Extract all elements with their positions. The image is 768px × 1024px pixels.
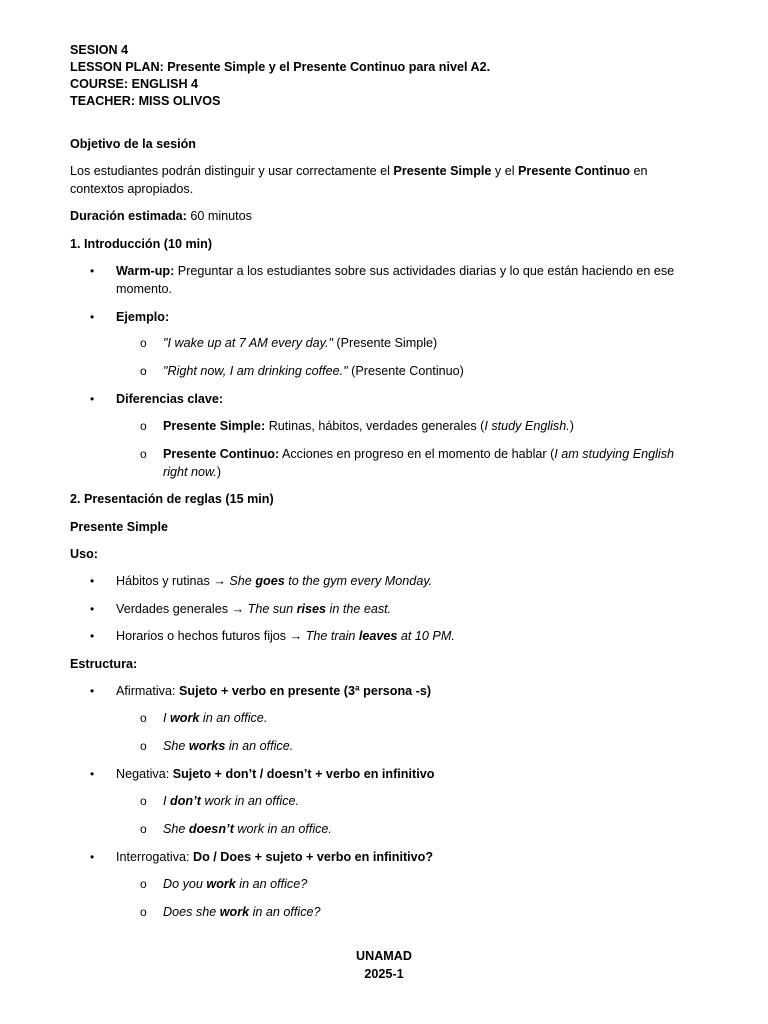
estructura-label: Estructura: — [70, 657, 138, 671]
footer-term: 2025-1 — [364, 967, 404, 981]
use-text: Hábitos y rutinas → — [116, 574, 230, 588]
objective-text — [70, 162, 670, 198]
document-page — [70, 42, 690, 919]
structure-label: Negativa: — [116, 767, 173, 781]
list-item-warmup — [70, 262, 696, 298]
use-example: in the east. — [326, 602, 392, 616]
bullet-marker: • — [90, 767, 95, 781]
structure-example: Do you — [163, 877, 207, 891]
structure-rule: Do / Does + sujeto + verbo en infinitivo? — [193, 850, 434, 864]
example-note: (Presente Simple) — [332, 336, 438, 350]
circle-marker: o — [140, 419, 147, 433]
use-text: Horarios o hechos futuros fijos → — [116, 629, 306, 643]
use-example: The train — [305, 629, 359, 643]
difference-example: I am studying English right now. — [163, 447, 674, 479]
circle-marker: o — [140, 822, 147, 836]
session-title: SESION 4 — [70, 43, 129, 57]
bullet-marker: • — [90, 602, 95, 616]
structure-example: Does she — [163, 905, 220, 919]
structure-verb: works — [188, 739, 226, 753]
example-label: Ejemplo: — [116, 310, 170, 324]
difference-text: ) — [569, 419, 574, 433]
sub-item-example-1 — [70, 334, 437, 352]
structure-label: Afirmativa: — [116, 684, 179, 698]
list-item-negative — [70, 765, 434, 783]
structure-label: Interrogativa: — [116, 850, 194, 864]
rules-heading: 2. Presentación de reglas (15 min) — [70, 492, 274, 506]
list-item-interrogative — [70, 848, 433, 866]
course-title: COURSE: ENGLISH 4 — [70, 77, 199, 91]
use-verb: rises — [296, 602, 327, 616]
bullet-marker: • — [90, 392, 95, 406]
document-header — [70, 42, 690, 110]
structure-example: She — [163, 739, 189, 753]
list-item-differences — [70, 390, 223, 408]
difference-term: Presente Simple: — [163, 419, 266, 433]
objective-text-part: en contextos apropiados. — [70, 164, 648, 196]
objective-text-part: y el — [491, 164, 519, 178]
bullet-marker: • — [90, 684, 95, 698]
duration-label: Duración estimada: — [70, 209, 187, 223]
difference-text: ) — [216, 465, 222, 479]
circle-marker: o — [140, 877, 147, 891]
list-item-affirmative — [70, 682, 431, 700]
structure-example: work in an office. — [233, 822, 332, 836]
teacher-title: TEACHER: MISS OLIVOS — [70, 94, 221, 108]
difference-term: Presente Continuo: — [163, 447, 280, 461]
sub-item-affirmative-1 — [70, 709, 267, 727]
warmup-label: Warm-up: — [116, 264, 175, 278]
circle-marker: o — [140, 739, 147, 753]
structure-verb: work — [206, 877, 236, 891]
use-example: to the gym every Monday. — [284, 574, 433, 588]
structure-example: in an office? — [235, 877, 308, 891]
use-example: at 10 PM. — [397, 629, 455, 643]
page-footer — [0, 947, 768, 983]
structure-example: in an office? — [249, 905, 321, 919]
circle-marker: o — [140, 794, 147, 808]
structure-rule: Sujeto + don’t / doesn’t + verbo en infinitivo — [172, 767, 435, 781]
bullet-marker: • — [90, 310, 95, 324]
structure-example: I — [163, 711, 170, 725]
circle-marker: o — [140, 364, 147, 378]
objective-heading: Objetivo de la sesión — [70, 137, 196, 151]
footer-institution: UNAMAD — [356, 949, 412, 963]
use-example: She — [229, 574, 256, 588]
structure-verb: don’t — [170, 794, 201, 808]
difference-text: Rutinas, hábitos, verdades generales ( — [265, 419, 485, 433]
example-note: (Presente Continuo) — [347, 364, 464, 378]
circle-marker: o — [140, 447, 147, 461]
difference-text: Acciones en progreso en el momento de hablar ( — [279, 447, 555, 461]
bullet-marker: • — [90, 574, 95, 588]
example-sentence: "Right now, I am drinking coffee." — [163, 364, 348, 378]
sub-item-negative-2 — [70, 820, 332, 838]
lesson-plan-title: LESSON PLAN: Presente Simple y el Presente Continuo para nivel A2. — [70, 60, 491, 74]
sub-item-negative-1 — [70, 792, 299, 810]
list-item-use-2 — [70, 600, 391, 618]
use-text: Verdades generales → — [116, 602, 248, 616]
circle-marker: o — [140, 336, 147, 350]
bullet-marker: • — [90, 264, 95, 278]
bullet-marker: • — [90, 629, 95, 643]
use-example: The sun — [247, 602, 297, 616]
use-verb: leaves — [358, 629, 398, 643]
list-item-use-1 — [70, 572, 432, 590]
list-item-use-3 — [70, 627, 455, 645]
sub-item-difference-simple — [70, 417, 683, 435]
structure-example: She — [163, 822, 189, 836]
duration-line — [70, 207, 252, 225]
duration-value: 60 minutos — [186, 209, 252, 223]
structure-verb: work — [219, 905, 250, 919]
warmup-text: Preguntar a los estudiantes sobre sus actividades diarias y lo que están haciendo en ese momento. — [116, 264, 675, 296]
example-sentence: "I wake up at 7 AM every day." — [163, 336, 333, 350]
sub-item-example-2 — [70, 362, 464, 380]
rules-subheading: Presente Simple — [70, 520, 168, 534]
structure-verb: doesn’t — [188, 822, 234, 836]
structure-verb: work — [170, 711, 200, 725]
structure-example: work in an office. — [201, 794, 299, 808]
differences-label: Diferencias clave: — [116, 392, 224, 406]
bullet-marker: • — [90, 850, 95, 864]
use-verb: goes — [255, 574, 285, 588]
structure-rule: Sujeto + verbo en presente (3ª persona -s) — [178, 684, 432, 698]
objective-term-simple: Presente Simple — [393, 164, 492, 178]
sub-item-interrogative-1 — [70, 875, 307, 893]
objective-text-part: Los estudiantes podrán distinguir y usar correctamente el — [70, 164, 394, 178]
uso-label: Uso: — [70, 547, 98, 561]
structure-example: in an office. — [225, 739, 294, 753]
difference-example: I study English. — [484, 419, 570, 433]
sub-item-difference-continuous — [70, 445, 683, 481]
intro-heading: 1. Introducción (10 min) — [70, 237, 213, 251]
circle-marker: o — [140, 711, 147, 725]
circle-marker: o — [140, 905, 147, 919]
structure-example: I — [163, 794, 170, 808]
sub-item-interrogative-2 — [70, 903, 321, 921]
list-item-example — [70, 308, 169, 326]
sub-item-affirmative-2 — [70, 737, 293, 755]
structure-example: in an office. — [199, 711, 268, 725]
objective-term-continuous: Presente Continuo — [518, 164, 630, 178]
